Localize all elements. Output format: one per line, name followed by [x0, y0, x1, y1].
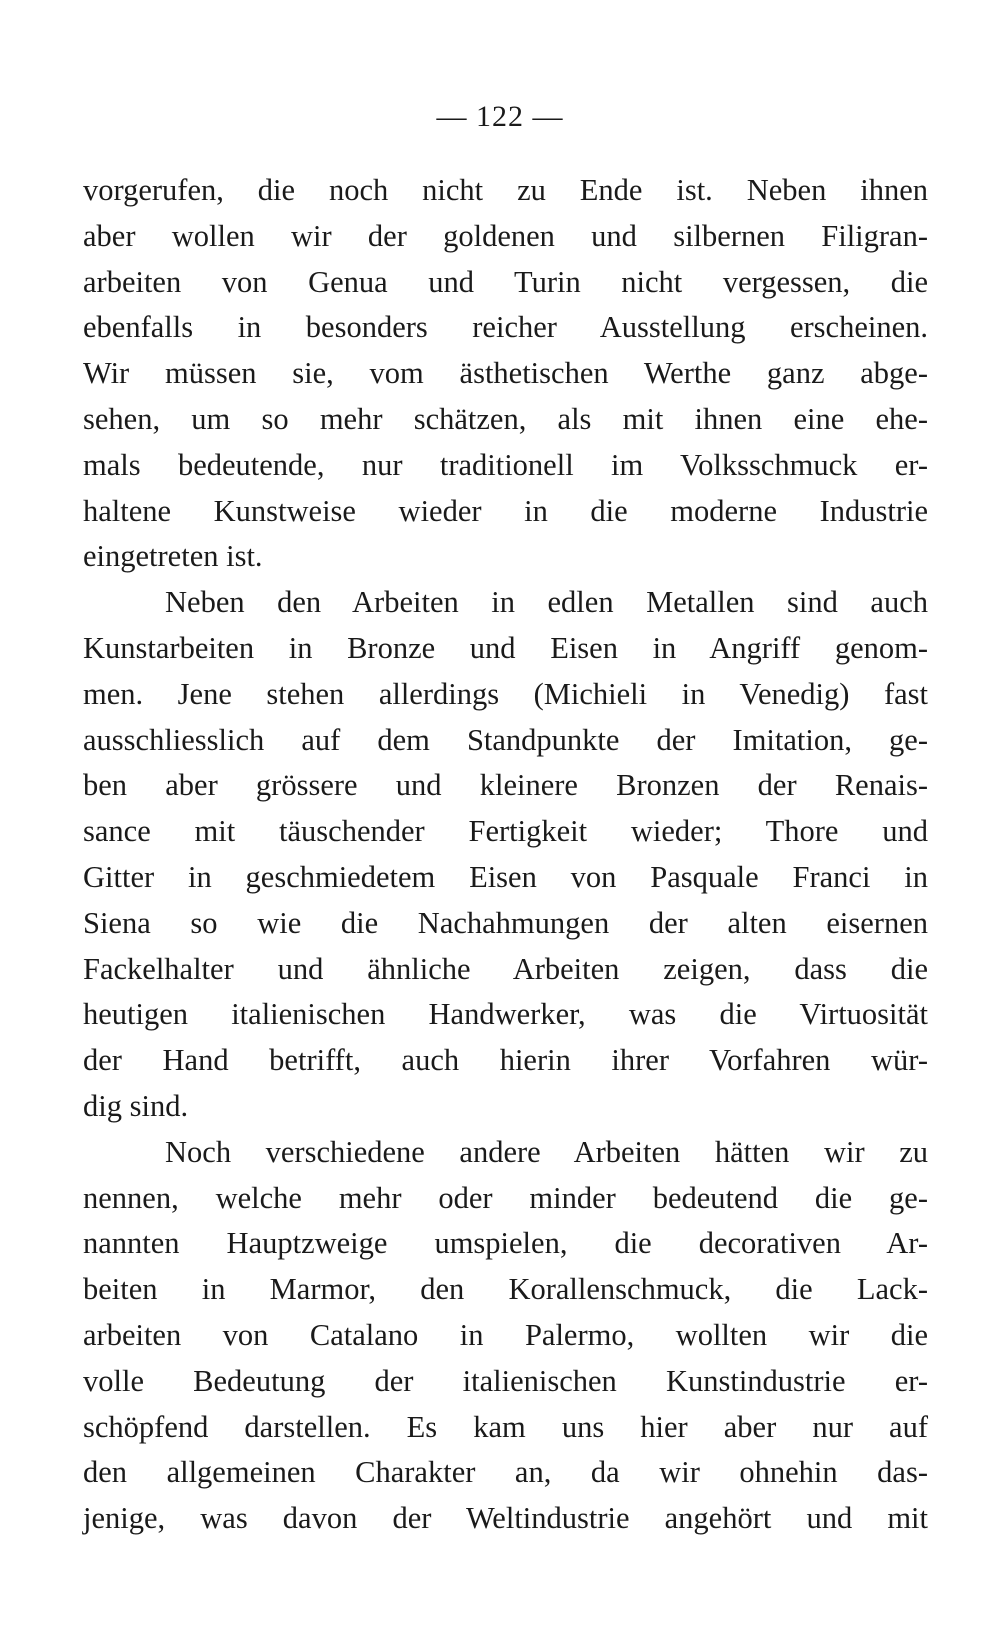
text-line: arbeiten von Genua und Turin nicht vergessen, die — [83, 264, 928, 299]
text-line: ebenfalls in besonders reicher Ausstellung erscheinen. — [83, 310, 928, 345]
text-line: men. Jene stehen allerdings (Michieli in Venedig) fast — [83, 676, 928, 711]
text-line: nennen, welche mehr oder minder bedeutend die ge- — [83, 1180, 928, 1215]
text-line: heutigen italienischen Handwerker, was die Virtuosität — [83, 997, 928, 1032]
text-line: jenige, was davon der Weltindustrie angehört und mit — [83, 1501, 928, 1536]
text-line: der Hand betrifft, auch hierin ihrer Vorfahren wür- — [83, 1043, 928, 1078]
text-line: sance mit täuschender Fertigkeit wieder; Thore und — [83, 814, 928, 849]
text-line: ben aber grössere und kleinere Bronzen der Renais- — [83, 768, 928, 803]
text-line: beiten in Marmor, den Korallenschmuck, die Lack- — [83, 1272, 928, 1307]
text-line: aber wollen wir der goldenen und silbernen Filigran- — [83, 218, 928, 253]
text-line: Gitter in geschmiedetem Eisen von Pasquale Franci in — [83, 859, 928, 894]
page-number: — 122 — — [436, 100, 564, 133]
text-line: volle Bedeutung der italienischen Kunstindustrie er- — [83, 1363, 928, 1398]
text-line: eingetreten ist. — [83, 539, 263, 574]
text-line: Kunstarbeiten in Bronze und Eisen in Angriff genom- — [83, 630, 928, 665]
text-line: sehen, um so mehr schätzen, als mit ihnen eine ehe- — [83, 401, 928, 436]
text-line: mals bedeutende, nur traditionell im Volksschmuck er- — [83, 447, 928, 482]
text-line: vorgerufen, die noch nicht zu Ende ist. Neben ihnen — [83, 173, 928, 207]
text-line: schöpfend darstellen. Es kam uns hier aber nur auf — [83, 1409, 928, 1444]
text-line: Neben den Arbeiten in edlen Metallen sind auch — [165, 585, 928, 620]
text-line: Fackelhalter und ähnliche Arbeiten zeigen, dass die — [83, 951, 928, 986]
text-line: nannten Hauptzweige umspielen, die decorativen Ar- — [83, 1226, 928, 1261]
text-line: Siena so wie die Nachahmungen der alten eisernen — [83, 905, 928, 940]
text-line: Wir müssen sie, vom ästhetischen Werthe ganz abge- — [83, 356, 928, 391]
body-text — [83, 168, 928, 1542]
text-line: Noch verschiedene andere Arbeiten hätten wir zu — [165, 1134, 928, 1169]
text-line: ausschliesslich auf dem Standpunkte der Imitation, ge- — [83, 722, 928, 757]
text-line: haltene Kunstweise wieder in die moderne Industrie — [83, 493, 928, 528]
text-line: arbeiten von Catalano in Palermo, wollten wir die — [83, 1317, 928, 1352]
text-line: dig sind. — [83, 1088, 189, 1123]
text-line: den allgemeinen Charakter an, da wir ohnehin das- — [83, 1455, 928, 1490]
